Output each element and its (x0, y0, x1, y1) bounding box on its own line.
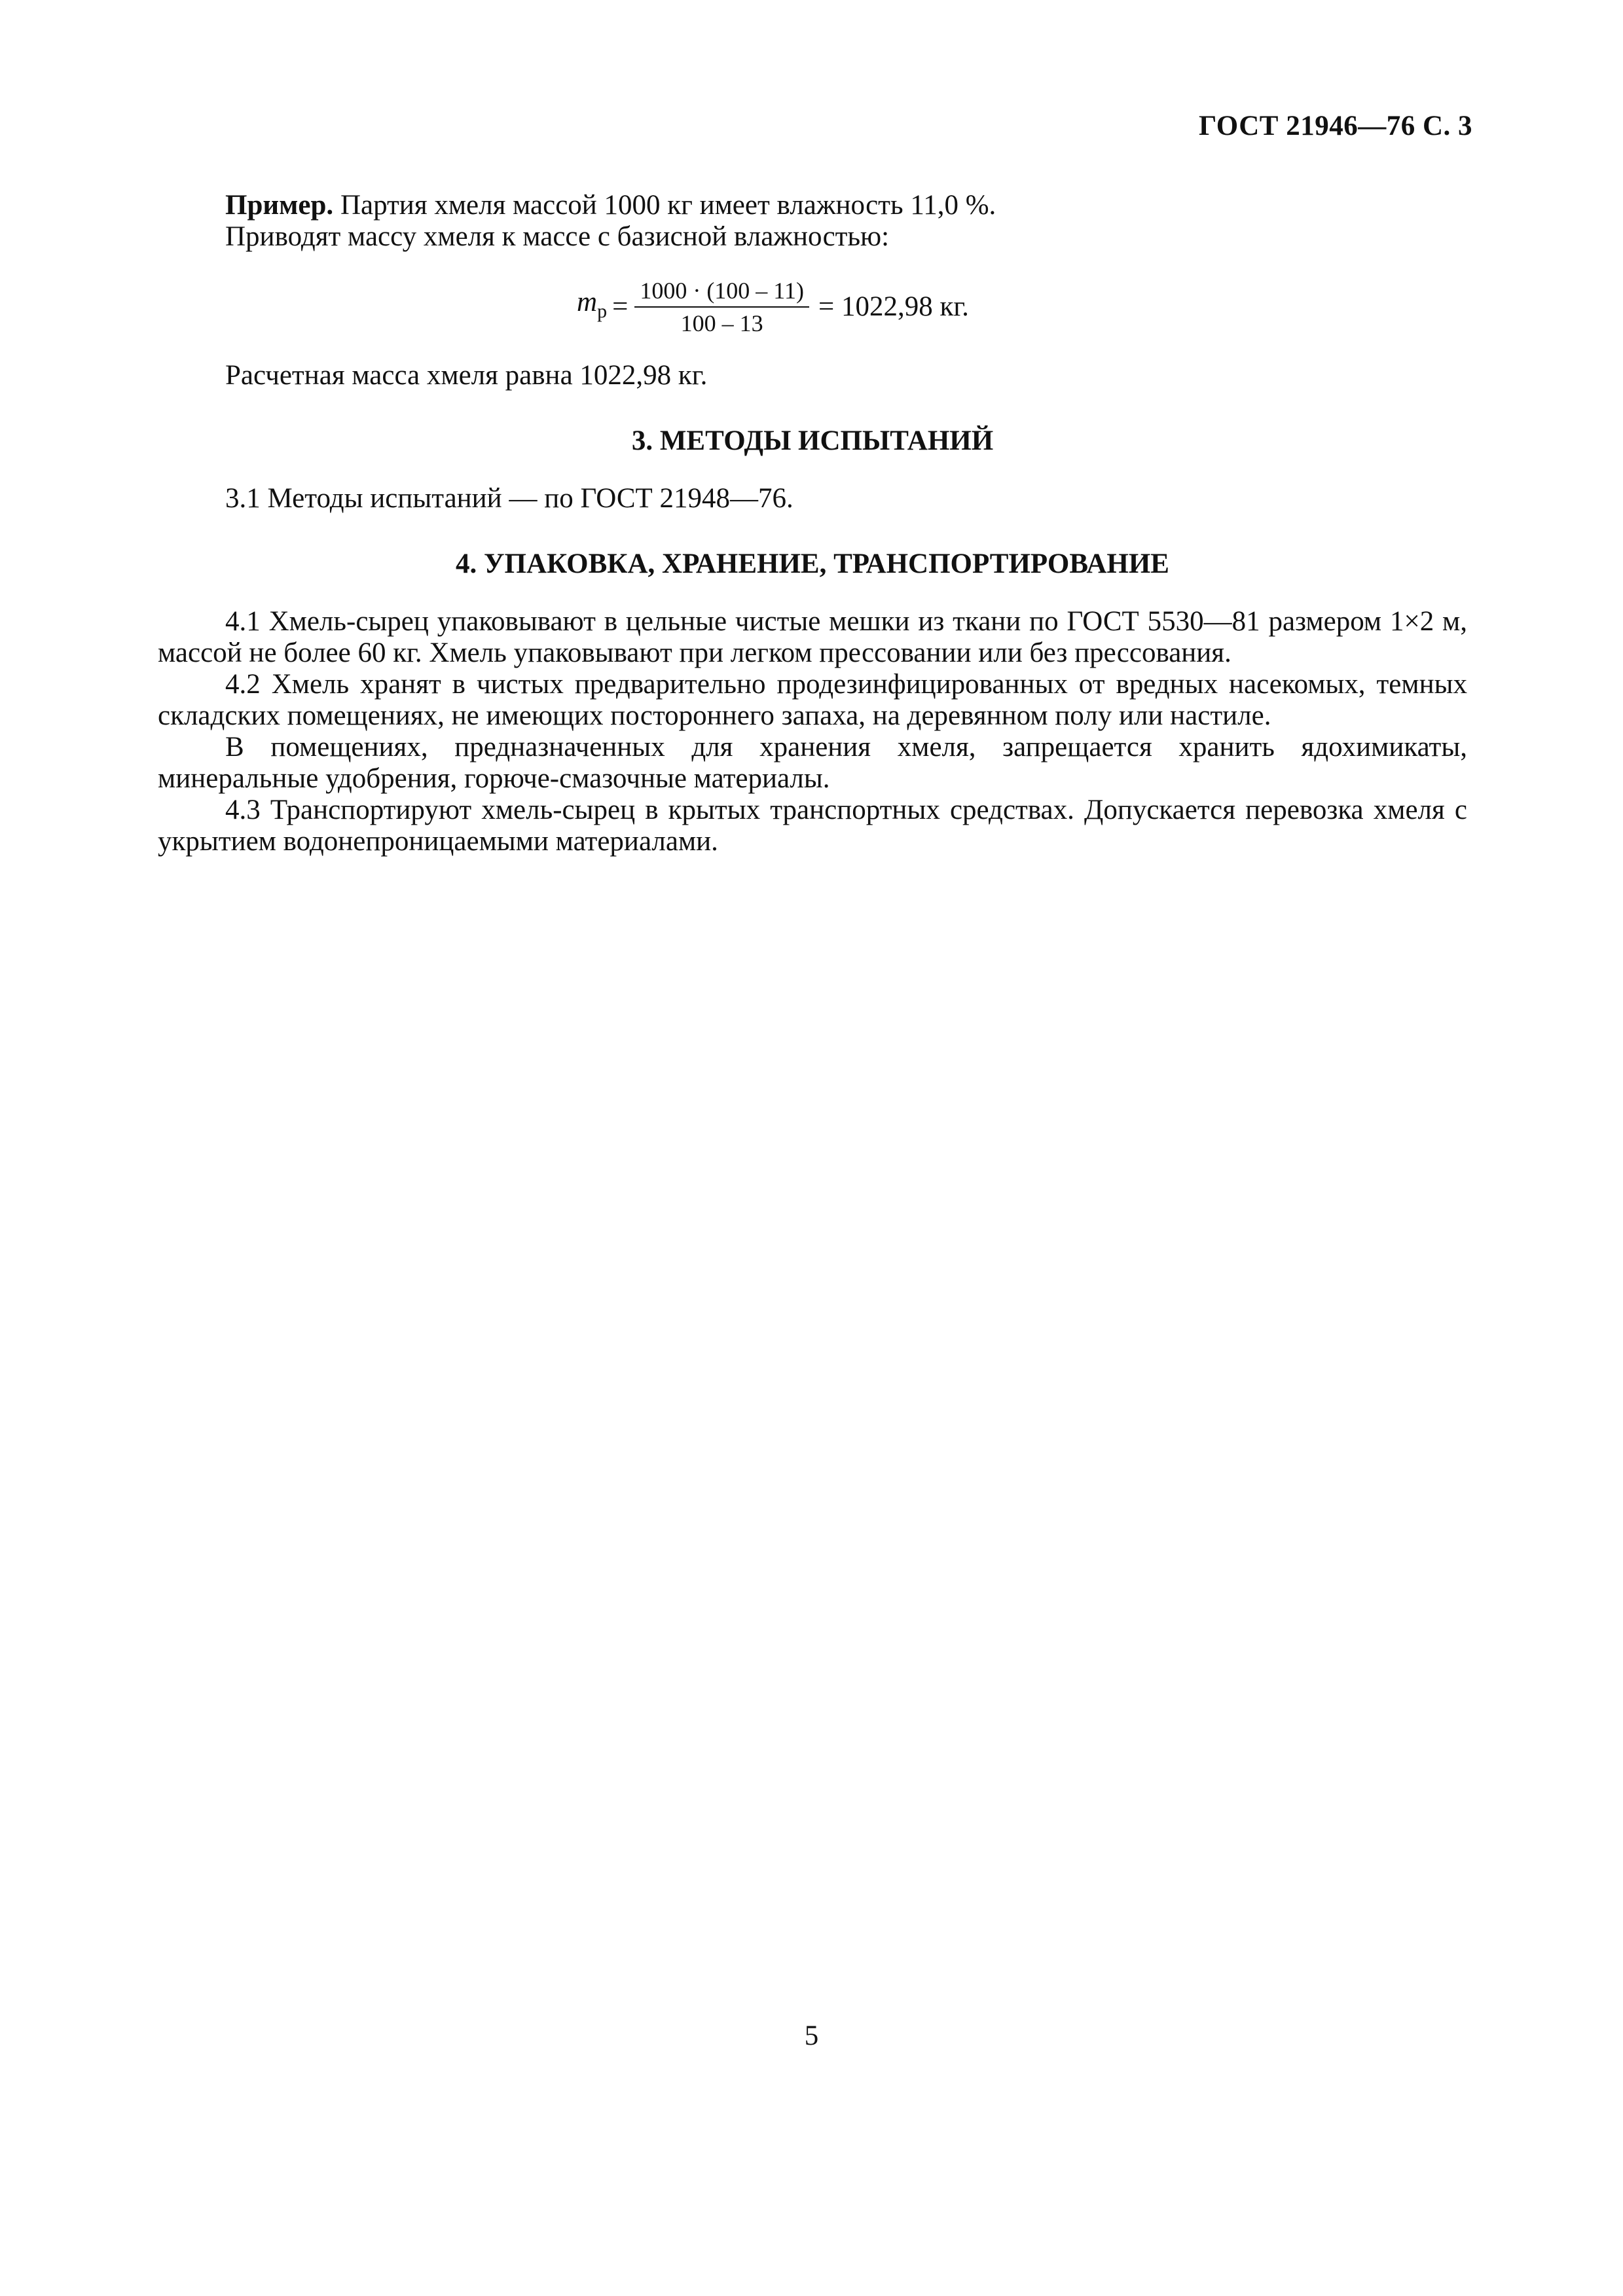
example-line-2: Приводят массу хмеля к массе с базисной влажностью: (225, 221, 890, 252)
formula-variable (577, 287, 607, 327)
result-paragraph: Расчетная масса хмеля равна 1022,98 кг. (225, 360, 708, 391)
section-4-paragraph-4: 4.3 Транспортируют хмель-сырец в крытых транспортных средствах. Допускается перевозка хмеля с укрытием водонепроницаемыми материалами. (158, 795, 1467, 857)
section-4-paragraph-1: 4.1 Хмель-сырец упаковывают в цельные чистые мешки из ткани по ГОСТ 5530—81 размером 1×2 м, массой не более 60 кг. Хмель упаковывают при легком прессовании или без прессования. (158, 606, 1467, 668)
formula-result: = 1022,98 кг. (818, 291, 969, 322)
section-4-title: 4. УПАКОВКА, ХРАНЕНИЕ, ТРАНСПОРТИРОВАНИЕ (456, 548, 1169, 579)
example-label: Пример. (225, 190, 334, 221)
section-3-title: 3. МЕТОДЫ ИСПЫТАНИЙ (631, 425, 994, 456)
formula-subscript: р (597, 300, 608, 322)
mass-formula (158, 271, 1467, 343)
formula-numerator: 1000 · (100 – 11) (640, 278, 804, 304)
formula-variable-letter: m (577, 287, 598, 317)
spacer (158, 580, 1467, 606)
page-number: 5 (804, 2020, 819, 2051)
section-3-paragraph-1: 3.1 Методы испытаний — по ГОСТ 21948—76. (225, 483, 793, 514)
page-header: ГОСТ 21946—76 С. 3 (1198, 111, 1472, 141)
formula-denominator: 100 – 13 (680, 310, 763, 336)
section-4-paragraph-2: 4.2 Хмель хранят в чистых предварительно продезинфицированных от вредных насекомых, темных складских помещениях, не имеющих постороннего запаха, на деревянном полу или настиле. (158, 669, 1467, 731)
page-content (158, 190, 1467, 857)
section-4-paragraph-3: В помещениях, предназначенных для хранения хмеля, запрещается хранить ядохимикаты, минеральные удобрения, горюче-смазочные материалы. (158, 732, 1467, 794)
spacer (158, 391, 1467, 425)
spacer (158, 514, 1467, 548)
spacer (158, 457, 1467, 483)
example-text: Партия хмеля массой 1000 кг имеет влажность 11,0 %. (333, 190, 996, 221)
example-paragraph (158, 190, 1467, 221)
formula-equals: = (612, 291, 629, 322)
formula-fraction (634, 278, 809, 336)
